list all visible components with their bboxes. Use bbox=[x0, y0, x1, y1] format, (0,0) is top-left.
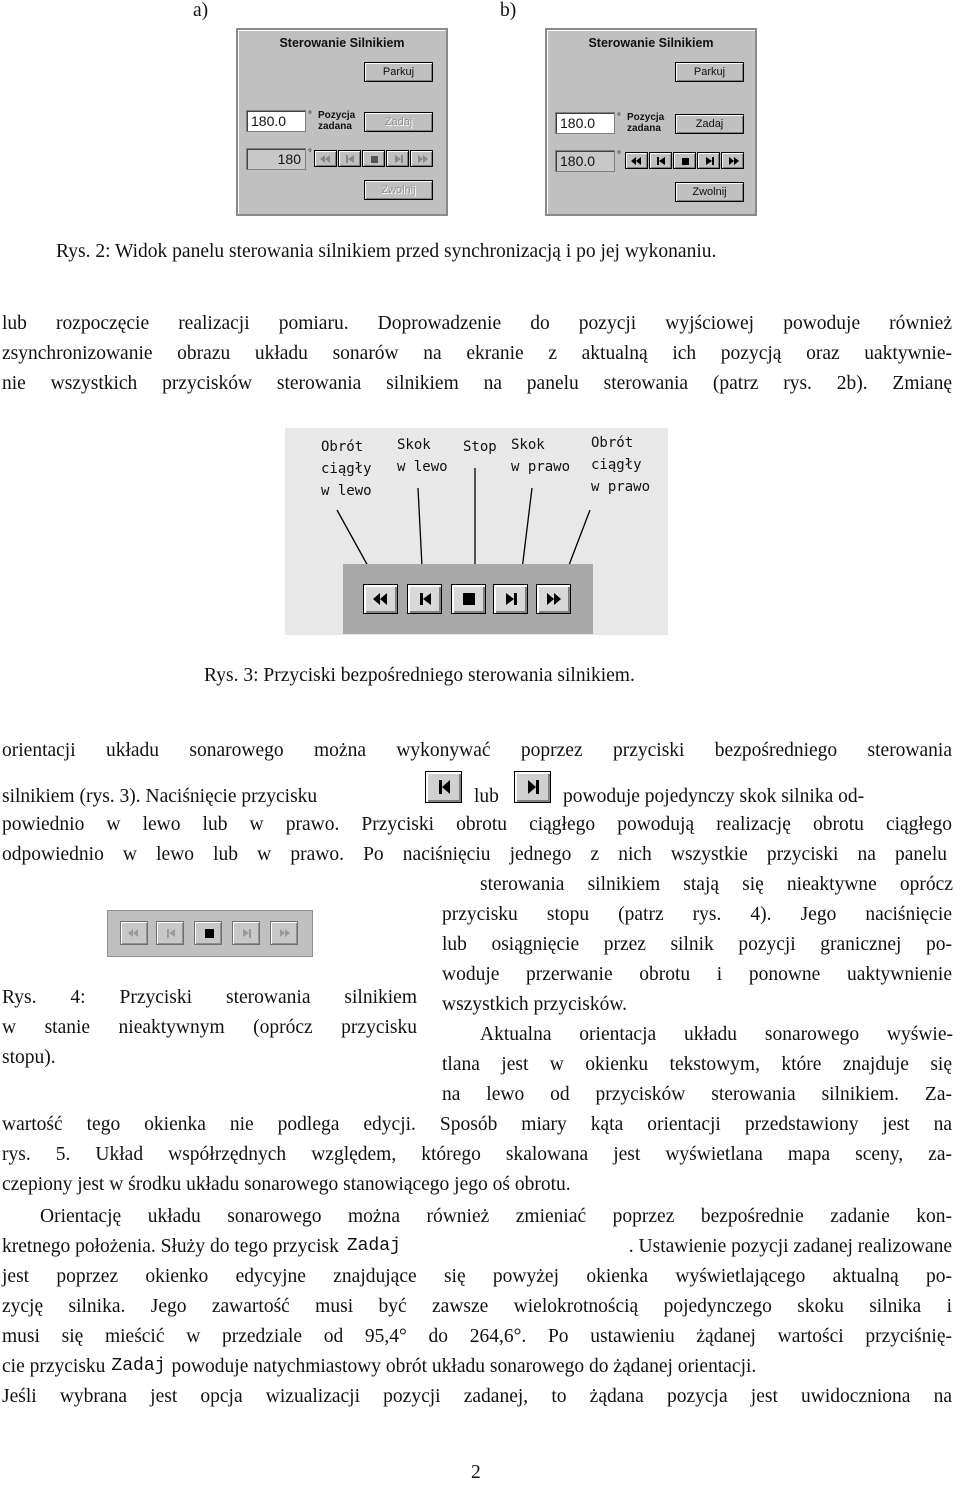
para2-line2a: silnikiem (rys. 3). Naciśnięcie przycisku bbox=[2, 786, 318, 807]
panel-title: Sterowanie Silnikiem bbox=[588, 36, 714, 50]
target-position-input[interactable]: 180.0 bbox=[246, 110, 306, 132]
para2-right-5: wszystkich przycisków. bbox=[442, 994, 628, 1015]
stop-button[interactable] bbox=[362, 150, 385, 167]
fig3-caption: Rys. 3: Przyciski bezpośredniego sterowania silnikiem. bbox=[204, 665, 635, 686]
continuous-right-button[interactable] bbox=[410, 150, 433, 167]
zadaj-code: Zadaj bbox=[111, 1356, 166, 1376]
continuous-left-button[interactable] bbox=[625, 152, 648, 169]
para1-line2: zsynchronizowanie obrazu układu sonarów na ekranie z aktualną ich pozycją oraz uaktywnie- bbox=[2, 343, 952, 364]
fig2-label-a: a) bbox=[193, 0, 209, 21]
target-position-input[interactable]: 180.0 bbox=[555, 112, 615, 134]
para2-line3: powiednio w lewo lub w prawo. Przyciski obrotu ciągłego powodują realizację obrotu ciągłego bbox=[2, 814, 952, 835]
continuous-left-button[interactable] bbox=[363, 584, 398, 614]
para3-line4: zycję silnika. Jego zawartość musi być zawsze wielokrotnością pojedynczego skoku silnika i bbox=[2, 1296, 952, 1317]
para3-line1: Orientację układu sonarowego można również zmieniać poprzez bezpośrednie zadanie kon- bbox=[40, 1206, 952, 1227]
label-step-right: Skok w prawo bbox=[511, 437, 571, 475]
target-position-label: Pozycja zadana bbox=[627, 112, 665, 134]
motor-panel-a bbox=[236, 28, 448, 216]
continuous-right-button[interactable] bbox=[721, 152, 744, 169]
step-left-button[interactable] bbox=[338, 150, 361, 167]
stop-button[interactable] bbox=[451, 584, 486, 614]
para2-right-2: przycisku stopu (patrz rys. 4). Jego naciśnięcie bbox=[442, 904, 952, 925]
step-left-button[interactable] bbox=[649, 152, 672, 169]
fig2-label-b: b) bbox=[500, 0, 517, 21]
set-button[interactable]: Zadaj bbox=[364, 112, 433, 132]
step-right-button-inline bbox=[514, 771, 551, 803]
para2-right-1: sterowania silnikiem stają się nieaktywne oprócz bbox=[480, 874, 953, 895]
set-button[interactable]: Zadaj bbox=[675, 114, 744, 134]
fig3-annotated-buttons bbox=[285, 428, 668, 635]
para3-line2: kretnego położenia. Służy do tego przycisk Zadaj . Ustawienie pozycji zadanej realizowane bbox=[2, 1236, 952, 1257]
step-right-button[interactable] bbox=[493, 584, 528, 614]
para3-line5: musi się mieścić w przedziale od 95,4° do 264,6°. Po ustawieniu żądanej wartości przyciśnię- bbox=[2, 1326, 952, 1347]
step-left-button-inline bbox=[425, 771, 462, 803]
fig4-caption-3: stopu). bbox=[2, 1047, 56, 1068]
continuous-left-button[interactable] bbox=[314, 150, 337, 167]
continuous-right-button[interactable] bbox=[536, 584, 571, 614]
para2-right-8: na lewo od przycisków sterowania silnikiem. Za- bbox=[442, 1084, 952, 1105]
step-left-button[interactable] bbox=[156, 921, 184, 945]
label-continuous-right: Obrót ciągły w prawo bbox=[591, 435, 651, 495]
park-button[interactable]: Parkuj bbox=[364, 62, 433, 82]
para3-line6: cie przycisku Zadaj powoduje natychmiastowy obrót układu sonarowego do żądanej orientacji. bbox=[2, 1356, 757, 1377]
fig4-inactive-buttons bbox=[107, 910, 313, 957]
stop-button[interactable] bbox=[194, 921, 222, 945]
fig4-caption-1: Rys. 4: Przyciski sterowania silnikiem bbox=[2, 987, 417, 1008]
motor-panel-b bbox=[545, 28, 757, 216]
para2-line2b: lub bbox=[474, 786, 499, 807]
continuous-left-button[interactable] bbox=[120, 921, 148, 945]
para2-line2c: powoduje pojedynczy skok silnika od- bbox=[563, 786, 865, 807]
para2-right-7: tlana jest w okienku tekstowym, które znajduje się bbox=[442, 1054, 952, 1075]
page-number: 2 bbox=[471, 1462, 481, 1483]
panel-title: Sterowanie Silnikiem bbox=[279, 36, 405, 50]
para3-line7: Jeśli wybrana jest opcja wizualizacji pozycji zadanej, to żądana pozycja jest uwidoczniona na bbox=[2, 1386, 952, 1407]
para2-right-4: woduje przerwanie obrotu i ponowne uaktywnienie bbox=[442, 964, 952, 985]
para2-right-3: lub osiągnięcie przez silnik pozycji granicznej po- bbox=[442, 934, 952, 955]
fig2-caption: Rys. 2: Widok panelu sterowania silnikiem przed synchronizacją i po jej wykonaniu. bbox=[56, 241, 717, 262]
degree-symbol: ° bbox=[617, 150, 621, 161]
para1-line1: lub rozpoczęcie realizacji pomiaru. Doprowadzenie do pozycji wyjściowej powoduje również bbox=[2, 313, 952, 334]
fig4-caption-2: w stanie nieaktywnym (oprócz przycisku bbox=[2, 1017, 417, 1038]
label-continuous-left: Obrót ciągły w lewo bbox=[321, 439, 372, 499]
degree-symbol: ° bbox=[617, 112, 621, 123]
para2-right-6: Aktualna orientacja układu sonarowego wyświe- bbox=[480, 1024, 953, 1045]
label-step-left: Skok w lewo bbox=[397, 437, 448, 475]
step-right-button[interactable] bbox=[386, 150, 409, 167]
step-right-button[interactable] bbox=[232, 921, 260, 945]
degree-symbol: ° bbox=[308, 148, 312, 159]
para2-line4: odpowiednio w lewo lub w prawo. Po naciśnięciu jednego z nich wszystkie przyciski na panelu bbox=[2, 844, 947, 865]
step-right-button[interactable] bbox=[697, 152, 720, 169]
para1-line3: nie wszystkich przycisków sterowania silnikiem na panelu sterowania (patrz rys. 2b). Zmianę bbox=[2, 373, 952, 394]
para2-line7: czepiony jest w środku układu sonarowego stanowiącego jego oś obrotu. bbox=[2, 1174, 571, 1195]
para3-line3: jest poprzez okienko edycyjne znajdujące się powyżej okienka wyświetlającego aktualną po- bbox=[2, 1266, 952, 1287]
current-position-readout: 180.0 bbox=[555, 150, 615, 172]
step-left-button[interactable] bbox=[407, 584, 442, 614]
fig3-button-bar bbox=[343, 564, 593, 634]
release-button[interactable]: Zwolnij bbox=[364, 180, 433, 200]
stop-button[interactable] bbox=[673, 152, 696, 169]
para2-line6: rys. 5. Układ współrzędnych względem, którego skalowana jest wyświetlana mapa sceny, za- bbox=[2, 1144, 952, 1165]
continuous-right-button[interactable] bbox=[270, 921, 298, 945]
para2-line5: wartość tego okienka nie podlega edycji. Sposób miary kąta orientacji przedstawiony jest na bbox=[2, 1114, 952, 1135]
degree-symbol: ° bbox=[308, 110, 312, 121]
target-position-label: Pozycja zadana bbox=[318, 110, 356, 132]
park-button[interactable]: Parkuj bbox=[675, 62, 744, 82]
current-position-readout: 180 bbox=[246, 148, 306, 170]
release-button[interactable]: Zwolnij bbox=[675, 182, 744, 202]
zadaj-code: Zadaj bbox=[346, 1236, 401, 1256]
label-stop: Stop bbox=[463, 439, 497, 455]
para2-line1: orientacji układu sonarowego można wykonywać poprzez przyciski bezpośredniego sterowania bbox=[2, 740, 952, 761]
